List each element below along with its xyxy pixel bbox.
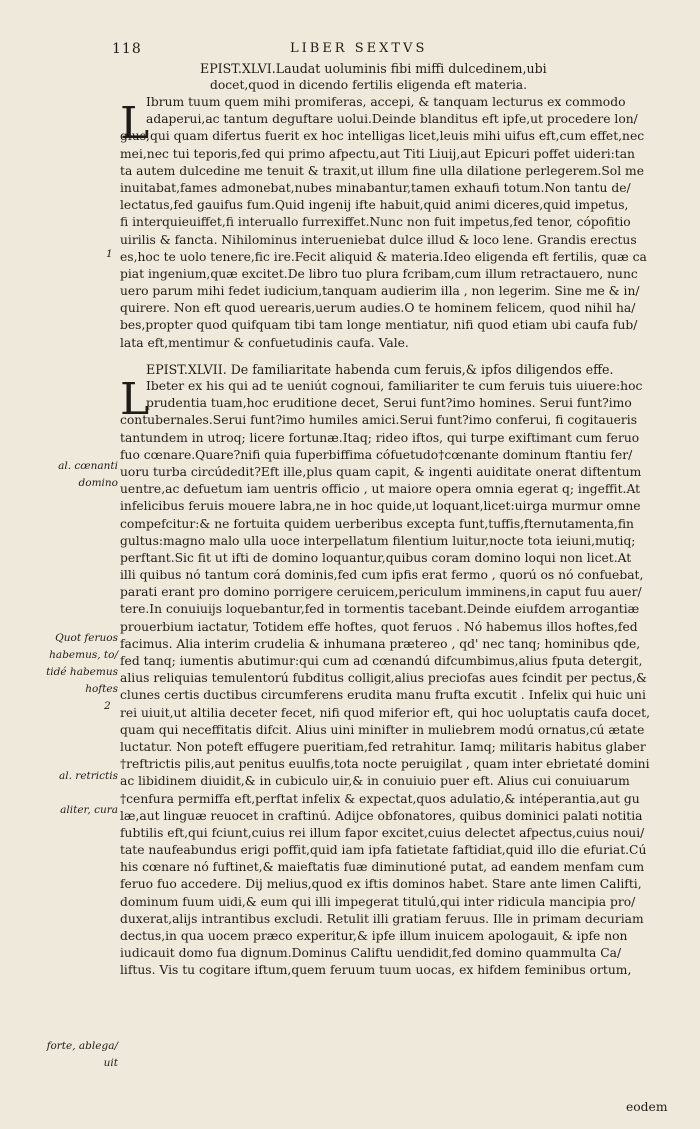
page-number: 118 — [112, 41, 142, 57]
text-line: docet,quod in dicendo fertilis eligenda eft materia. — [210, 78, 528, 93]
text-line: tere.In conuiuijs loquebantur,fed in tormentis tacebant.Deinde eiufdem arrogantiæ — [120, 602, 640, 617]
drop-cap-letter-46: L — [120, 98, 150, 149]
text-line: ta autem dulcedine me tenuit & traxit,ut illum fine ulla dilatione perlegerem.Sol me — [120, 163, 644, 178]
margin-note: hoftes — [85, 683, 118, 695]
text-line: feruo fuo accedere. Dij melius,quod ex iftis dominos habet. Stare ante limen Califti, — [120, 877, 642, 892]
catchword: eodem — [626, 1100, 668, 1114]
margin-note: Quot feruos — [55, 632, 118, 644]
epistle-47-heading — [120, 361, 676, 378]
text-line: adaperui,ac tantum deguftare uolui.Deinde blanditus eft ipfe,ut procedere lon/ — [146, 112, 638, 127]
text-line — [120, 980, 676, 997]
text-line: ac libidinem diuidit,& in cubiculo uir,& in conuiuio puer eft. Alius cui conuiuarum — [120, 774, 630, 789]
text-line: bes,propter quod quifquam tibi tam longe mentiatur, nifi quod etiam ubi caufa fub/ — [120, 318, 638, 333]
text-line: facimus. Alia interim crudelia & inhumana prætereo , qd' nec tanq; hominibus qde, — [120, 636, 641, 651]
margin-note: 2 — [104, 700, 111, 712]
running-title: LIBER SEXTVS — [290, 41, 428, 56]
text-line: uentre,ac defuetum iam uentris officio , ut maiore opera omnia egerat q; ingeffit.At — [120, 482, 641, 497]
text-line: fed tanq; iumentis abutimur:qui cum ad cœnandú difcumbimus,alius fputa detergit, — [120, 654, 643, 668]
margin-note: 1 — [106, 248, 113, 260]
text-line: quirere. Non eft quod uerearis,uerum audies.O te hominem felicem, quod nihil ha/ — [120, 301, 636, 316]
text-line: parati erant pro domino porrigere ceruicem,periculum imminens,in caput fuu auer/ — [120, 585, 642, 600]
text-line: tate naufeabundus erigi poffit,quid iam ipfa fatietate faftidiat,quid illo die efuriat.Cú — [120, 843, 647, 858]
text-line: his cœnare nó fuftinet,& maieftatis fuæ diminutioné putat, ad eandem menfam cum — [120, 860, 645, 875]
text-line: mei,nec tui teporis,fed qui primo afpectu,aut Titi Liuij,aut Epicuri poffet uideri:tan — [120, 146, 635, 161]
margin-note: aliter, cura — [60, 804, 118, 816]
text-line: uirilis & fancta. Nihilominus interueniebat dulce illud & loco lene. Grandis erectus — [120, 232, 637, 247]
drop-cap-letter-47: L — [120, 374, 150, 425]
text-line: EPIST.XLVI.Laudat uoluminis fibi miffi dulcedinem,ubi — [200, 61, 547, 76]
epistle-46-body — [120, 94, 676, 352]
margin-note: tidé habemus — [46, 666, 118, 678]
text-line: uoru turba circúdedit?Eft ille,plus quam capit, & ingenti auiditate onerat diftentum — [120, 464, 642, 479]
text-line: Ibrum tuum quem mihi promiferas, accepi, & tanquam lecturus ex commodo — [146, 95, 626, 109]
text-line: illi quibus nó tantum corá dominis,fed cum ipfis erat fermo , quorú os nó confuebat, — [120, 568, 644, 583]
epistle-46-heading — [120, 60, 676, 94]
text-line: †cenfura permiffa eft,perftat infelix & expectat,quos adulatio,& intéperantia,aut gu — [120, 791, 640, 806]
text-line: †reftrictis pilis,aut penitus euulfis,tota nocte peruigilat , quam inter ebrietaté domini — [120, 757, 650, 772]
text-line: piat ingenium,quæ excitet.De libro tuo plura fcribam,cum illum retractauero, nunc — [120, 266, 638, 281]
margin-note: domino — [78, 477, 118, 489]
text-line: uero parum mihi fedet iudicium,tanquam audierim illa , non legerim. Sine me & in/ — [120, 284, 640, 299]
text-line: lectatus,fed gauifus fum.Quid ingenij ifte habuit,quid animi diceres,quid impetus, — [120, 198, 629, 213]
text-line: luctatur. Non poteft effugere pueritiam,fed retrahitur. Iamq; militaris habitus glaber — [120, 739, 646, 754]
text-line: fubtilis eft,qui fciunt,cuius rei illum fapor excitet,cuius delectet afpectus,cuius noui/ — [120, 825, 645, 840]
text-line: quam qui neceffitatis difcit. Alius uini minifter in muliebrem modú ornatus,cú ætate — [120, 722, 645, 737]
text-line: infelicibus feruis mouere labra,ne in hoc quide,ut loquant,licet:uirga murmur omne — [120, 499, 641, 514]
margin-note: al. retrictis — [59, 770, 118, 782]
text-line: Ibeter ex his qui ad te ueniút cognoui, familiariter te cum feruis tuis uiuere:hoc — [146, 379, 643, 393]
margin-note: habemus, to/ — [49, 649, 118, 661]
text-line: perftant.Sic fit ut ifti de domino loquantur,quibus coram domino loqui non licet.At — [120, 550, 632, 565]
margin-note: forte, ablega/ — [46, 1040, 118, 1052]
text-line: læ,aut linguæ reuocet in craftinú. Adijce obfonatores, quibus dominici palati notitia — [120, 808, 643, 823]
text-line: compefcitur:& ne fortuita quidem uerberibus excepta funt,tuffis,fternutamenta,fin — [120, 516, 634, 531]
text-line: dectus,in qua uocem præco experitur,& ipfe illum inuicem apologauit, & ipfe non — [120, 929, 628, 943]
margin-note: al. cœnanti — [58, 460, 118, 472]
text-line: duxerat,alijs intrantibus excludi. Retulit illi gratiam feruus. Ille in primam decuriam — [120, 911, 644, 926]
text-line: gius,qui quam difertus fuerit ex hoc intelligas licet,leuis mihi uifus eft,cum effet,nec — [120, 129, 645, 144]
margin-note: uit — [103, 1057, 118, 1069]
text-line: es,hoc te uolo tenere,fic ire.Fecit aliquid & materia.Ideo eligenda eft fertilis, quæ ca — [120, 249, 647, 264]
epistle-47-body — [120, 374, 676, 997]
text-line: rei uiuit,ut altilia deceter fecet, nifi quod miferior eft, qui hoc uoluptatis caufa docet, — [120, 705, 650, 720]
text-line: fi interquieuiffet,fi interuallo furrexiffet.Nunc non fuit impetus,fed tenor, cópofitio — [120, 215, 631, 230]
text-line: lata eft,mentimur & confuetudinis caufa. Vale. — [120, 335, 409, 350]
text-line: liftus. Vis tu cogitare iftum,quem feruum tuum uocas, ex hifdem feminibus ortum, — [120, 963, 632, 978]
text-line: prudentia tuam,hoc eruditione decet, Serui funt?imo homines. Serui funt?imo — [146, 396, 632, 411]
text-line: clunes certis ductibus circumferens erudita manu frufta excutit . Infelix qui huic uni — [120, 688, 646, 703]
text-line: iudicauit domo fua dignum.Dominus Califtu uendidit,fed domino quammulta Ca/ — [120, 946, 622, 961]
text-line: dominum fuum uidi,& eum qui illi impegerat titulú,qui inter ridicula mancipia pro/ — [120, 894, 636, 909]
text-line: EPIST.XLVII. De familiaritate habenda cum feruis,& ipfos diligendos effe. — [146, 362, 614, 377]
text-line: gultus:magno malo ulla uoce interpellatum filentium luitur,nocte tota ieiuni,mutiq; — [120, 533, 636, 548]
text-line: alius reliquias temulentorú fubditus colligit,alius preciofas aues fcindit per pectus,& — [120, 671, 647, 686]
text-line: contubernales.Serui funt?imo humiles amici.Serui funt?imo conferui, fi cogitaueris — [120, 413, 638, 428]
text-line: tantundem in utroq; licere fortunæ.Itaq; rideo iftos, qui turpe exiftimant cum feruo — [120, 430, 640, 445]
text-line: prouerbium iactatur, Totidem effe hoftes, quot feruos . Nó habemus illos hoftes,fed — [120, 619, 638, 634]
text-line: fuo cœnare.Quare?nifi quia fuperbiffima cófuetudo†cœnante dominum ftantiu fer/ — [120, 447, 633, 462]
text-line: inuitabat,fames admonebat,nubes minabantur,tamen exhaufi totum.Non tantu de/ — [120, 180, 631, 195]
